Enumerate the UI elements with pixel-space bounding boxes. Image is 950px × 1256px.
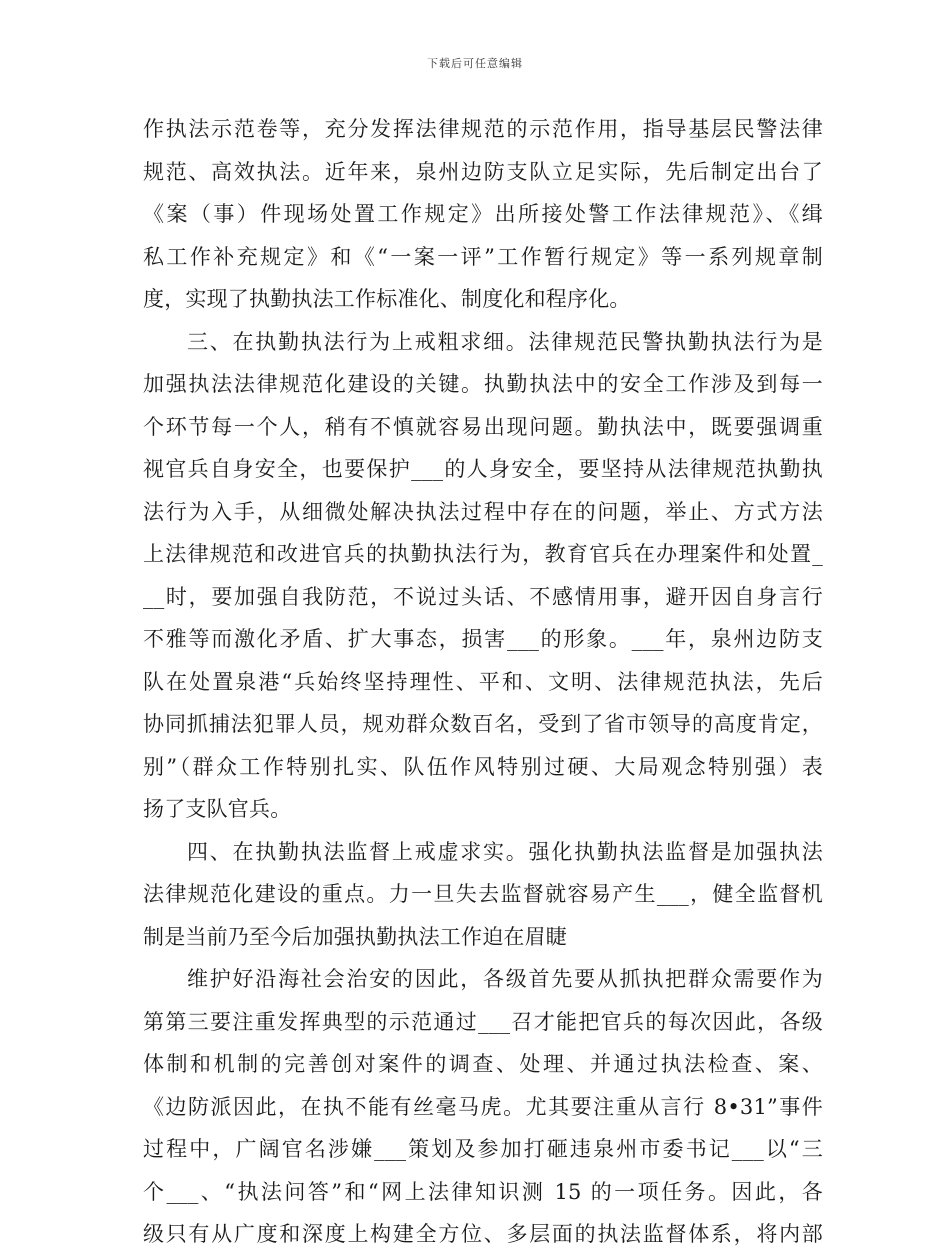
text-line: 队在处置泉港“兵始终坚持理性、平和、文明、法律规范执法，先后 — [143, 669, 823, 694]
text-line: 加强执法法律规范化建设的关键。执勤执法中的安全工作涉及到每一 — [143, 372, 823, 396]
text-line: 视官兵自身安全，也要保护___的人身安全，要坚持从法律规范执勤执 — [143, 457, 823, 481]
text-line: 第第三要注重发挥典型的示范通过___召才能把官兵的每次因此，各级 — [143, 1009, 823, 1034]
text-line: 《案（事）件现场处置工作规定》出所接处警工作法律规范》、《缉 — [143, 202, 823, 226]
text-line: 不雅等而激化矛盾、扩大事态，损害___的形象。___年，泉州边防支 — [143, 627, 823, 651]
text-line: 个___、“执法问答”和“网上法律知识测 15 的一项任务。因此，各 — [143, 1179, 823, 1204]
text-line: 上法律规范和改进官兵的执勤执法行为，教育官兵在办理案件和处置_ — [143, 542, 823, 566]
text-line: 维护好沿海社会治安的因此，各级首先要从抓执把群众需要作为 — [187, 967, 823, 991]
document-body — [143, 108, 823, 1256]
text-line: 个环节每一个人，稍有不慎就容易出现问题。勤执法中，既要强调重 — [143, 414, 823, 439]
text-line: 别”（群众工作特别扎实、队伍作风特别过硬、大局观念特别强）表 — [143, 754, 823, 779]
text-line: 过程中，广阔官名涉嫌___策划及参加打砸违泉州市委书记___以“三 — [143, 1137, 823, 1161]
text-line: 私工作补充规定》和《“一案一评”工作暂行规定》等一系列规章制 — [143, 244, 823, 269]
text-line: 级只有从广度和深度上构建全方位、多层面的执法监督体系，将内部 — [143, 1222, 823, 1246]
text-line: 三、在执勤执法行为上戒粗求细。法律规范民警执勤执法行为是 — [187, 329, 823, 354]
text-line: 法律规范化建设的重点。力一旦失去监督就容易产生___，健全监督机 — [143, 882, 823, 906]
text-line: 作执法示范卷等，充分发挥法律规范的示范作用，指导基层民警法律 — [143, 117, 823, 141]
text-line: 度，实现了执勤执法工作标准化、制度化和程序化。 — [143, 287, 631, 311]
text-line: 扬了支队官兵。 — [143, 797, 292, 821]
text-line: 体制和机制的完善创对案件的调查、处理、并通过执法检查、案、 — [143, 1052, 823, 1076]
text-line: 《边防派因此，在执不能有丝毫马虎。尤其要注重从言行 8•31”事件 — [143, 1094, 823, 1119]
text-line: 制是当前乃至今后加强执勤执法工作迫在眉睫 — [143, 924, 567, 949]
text-line: __时，要加强自我防范，不说过头话、不感情用事，避开因自身言行 — [143, 584, 823, 609]
text-line: 法行为入手，从细微处解决执法过程中存在的问题，举止、方式方法 — [143, 499, 823, 524]
text-line: 协同抓捕法犯罪人员，规劝群众数百名，受到了省市领导的高度肯定， — [143, 712, 823, 736]
text-line: 四、在执勤执法监督上戒虚求实。强化执勤执法监督是加强执法 — [187, 839, 823, 864]
text-line: 规范、高效执法。近年来，泉州边防支队立足实际，先后制定出台了 — [143, 159, 823, 184]
page-header: 下载后可任意编辑 — [427, 57, 523, 70]
